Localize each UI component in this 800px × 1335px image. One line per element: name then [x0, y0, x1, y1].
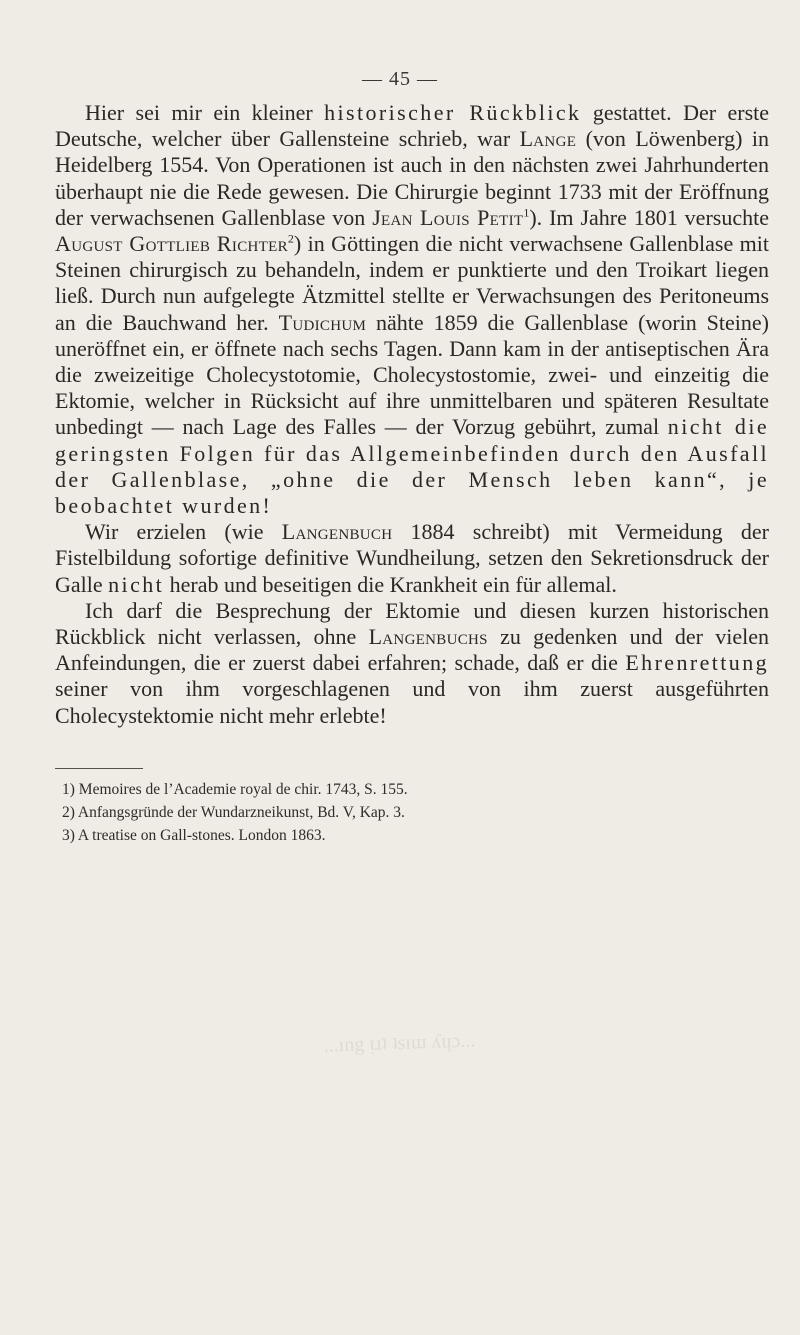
text-run: ) in Göttingen die nicht verwachsene Gallenblase mit Steinen chirurgisch zu behandeln, indem er punktierte und den Troikart liegen ließ. Durch nun aufgelegte Ätzmittel stellte er Verwachsungen des Peritoneums an die Bauchwand her. — [55, 231, 769, 335]
author-name: Langenbuch — [281, 519, 393, 545]
bleed-through-text: ...ıng ᴉɹʇ ʇsıɯ ʎɥɔ... — [323, 1029, 476, 1057]
text-run: (von Löwenberg) in Heidelberg 1554. Von Operationen ist auch in den nächsten zwei Jahrhunderten überhaupt nie die Rede gewesen. Die Chirurgie beginnt 1733 mit der Eröffnung der verwachsenen Gallenblase von — [55, 126, 769, 230]
text-run: Hier sei mir ein kleiner — [85, 100, 325, 125]
paragraph-3 — [55, 598, 769, 729]
paragraph-2 — [55, 519, 769, 598]
text-run: nicht — [108, 571, 165, 597]
footnote-3: 3) A treatise on Gall-stones. London 1863. — [62, 827, 326, 844]
footnote-1: 1) Memoires de l’Academie royal de chir. 1743, S. 155. — [62, 781, 408, 798]
text-run: historischer Rückblick — [324, 100, 582, 125]
footnotes — [62, 778, 762, 847]
author-name: Jean Louis Petit — [372, 204, 524, 230]
body-text — [55, 100, 769, 729]
text-run: zu gedenken und der vielen Anfeindungen, die er zuerst dabei erfahren; schade, daß er die — [55, 624, 769, 676]
text-run: 1884 schreibt) mit Vermeidung der Fistelbildung sofortige definitive Wundheilung, setzen den Sekretionsdruck der Galle — [55, 519, 769, 597]
author-name: Lange — [519, 126, 577, 152]
text-run: ). Im Jahre 1801 versuchte — [529, 204, 769, 230]
footnote-ref: 1 — [523, 205, 530, 220]
paragraph-1 — [55, 100, 769, 519]
text-run: Ehrenrettung — [625, 650, 769, 676]
text-run: seiner von ihm vorgeschlagenen und von ihm zuerst ausgeführten Cholecystektomie nicht mehr erlebte! — [55, 676, 769, 728]
footnote-separator — [55, 768, 143, 769]
text-run: Wir erzielen (wie — [85, 519, 282, 545]
author-name: August Gottlieb Richter — [55, 231, 288, 257]
text-run: nicht die geringsten Folgen für das Allgemeinbefinden durch den Ausfall der Gallenblase, „ohne die der Mensch leben kann“, je beobachtet wurden! — [55, 414, 770, 519]
footnote-ref: 2 — [287, 231, 294, 246]
footnote-2: 2) Anfangsgründe der Wundarzneikunst, Bd. V, Kap. 3. — [62, 804, 405, 821]
page-number: — 45 — — [362, 68, 438, 90]
text-run: nähte 1859 die Gallenblase (worin Steine) uneröffnet ein, er öffnete nach sechs Tagen. Dann kam in der antiseptischen Ära die zweizeitige Cholecystotomie, Cholecystostomie, zwei- und einzeitig die Ektomie, welcher in Rücksicht auf ihre unmittelbaren und späteren Resultate unbedingt — nach Lage des Falles — der Vorzug gebührt, zumal — [55, 309, 769, 440]
text-run: gestattet. Der erste Deutsche, welcher über Gallensteine schrieb, war — [55, 100, 770, 152]
author-name: Tudichum — [278, 309, 367, 335]
text-run: Ich darf die Besprechung der Ektomie und diesen kurzen historischen Rückblick nicht verlassen, ohne — [55, 597, 769, 650]
author-name: Langenbuchs — [368, 624, 488, 650]
text-run: herab und beseitigen die Krankheit ein für allemal. — [164, 571, 617, 597]
